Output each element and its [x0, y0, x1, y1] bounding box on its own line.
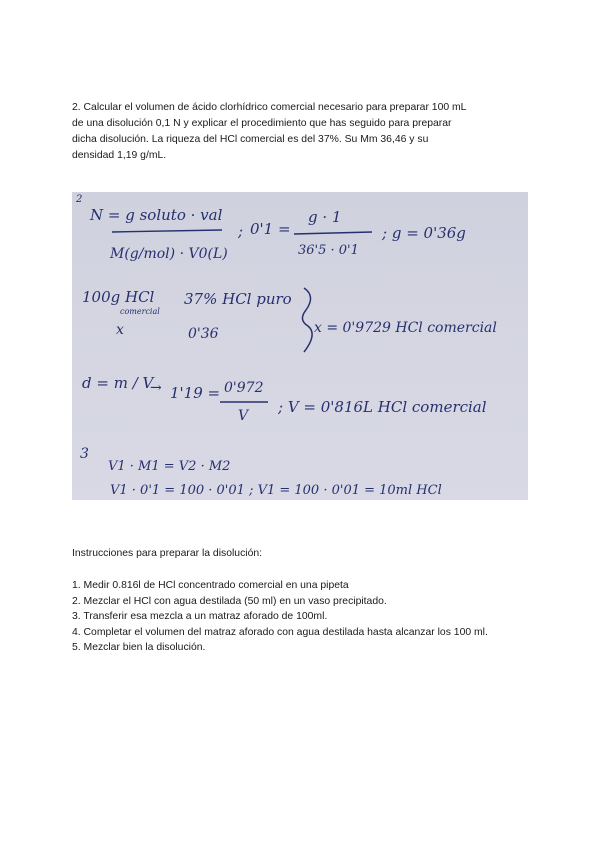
- step-number: 3: [80, 446, 89, 462]
- proportion-row1-left: 100g HCl: [82, 288, 155, 306]
- eq1-fraction-bar: [112, 230, 222, 232]
- instruction-step: 3. Transferir esa mezcla a un matraz aforado de 100ml.: [72, 611, 328, 622]
- handwritten-solution-photo: [72, 192, 528, 500]
- problem-line: dicha disolución. La riqueza del HCl comercial es del 37%. Su Mm 36,46 y su: [72, 134, 429, 145]
- proportion-row1-right: 37% HCl puro: [184, 290, 292, 308]
- proportion-row1-sub: comercial: [120, 307, 160, 316]
- eq1-result: ; g = 0'36g: [382, 224, 466, 242]
- density-denominator: V: [238, 408, 249, 424]
- dilution-calc: V1 · 0'1 = 100 · 0'01 ; V1 = 100 · 0'01 = 10ml HCl: [110, 483, 442, 498]
- eq1-denominator: M(g/mol) · V0(L): [110, 246, 228, 262]
- problem-statement: [72, 100, 512, 164]
- instructions-title: Instrucciones para preparar la disolución:: [72, 548, 263, 559]
- dilution-formula: V1 · M1 = V2 · M2: [108, 459, 231, 474]
- density-numerator: 0'972: [224, 380, 264, 396]
- eq1-mid-denominator: 36'5 · 0'1: [298, 243, 359, 258]
- proportion-row2-right: 0'36: [188, 326, 219, 342]
- instruction-step: 4. Completar el volumen del matraz aforado con agua destilada hasta alcanzar los 100 ml.: [72, 626, 488, 638]
- density-lhs: 1'19 =: [170, 384, 221, 402]
- eq1-numerator: N = g soluto · val: [90, 206, 223, 224]
- problem-line: de una disolución 0,1 N y explicar el procedimiento que has seguido para preparar: [72, 118, 452, 129]
- density-formula: d = m / V: [82, 374, 154, 392]
- instruction-step: 5. Mezclar bien la disolución.: [72, 642, 206, 653]
- density-arrow: →: [150, 380, 162, 396]
- eq1-semicolon: ;: [238, 222, 244, 240]
- eq1-mid-lhs: 0'1 =: [250, 220, 291, 238]
- proportion-row2-left: x: [116, 322, 124, 338]
- instructions-list: [72, 578, 542, 656]
- eq1-mid-numerator: g · 1: [308, 208, 342, 226]
- problem-line: 2. Calcular el volumen de ácido clorhídrico comercial necesario para preparar 100 mL: [72, 102, 467, 113]
- corner-mark: 2: [76, 194, 83, 205]
- handwriting-canvas: [72, 192, 528, 500]
- instruction-step: 2. Mezclar el HCl con agua destilada (50 ml) en un vaso precipitado.: [72, 595, 387, 607]
- proportion-result: x = 0'9729 HCl comercial: [314, 320, 497, 336]
- instruction-step: 1. Medir 0.816l de HCl concentrado comercial en una pipeta: [72, 580, 349, 591]
- problem-line: densidad 1,19 g/mL.: [72, 150, 167, 161]
- density-result: ; V = 0'816L HCl comercial: [278, 398, 487, 416]
- eq1-mid-fraction-bar: [294, 232, 372, 234]
- proportion-brace: [302, 288, 312, 352]
